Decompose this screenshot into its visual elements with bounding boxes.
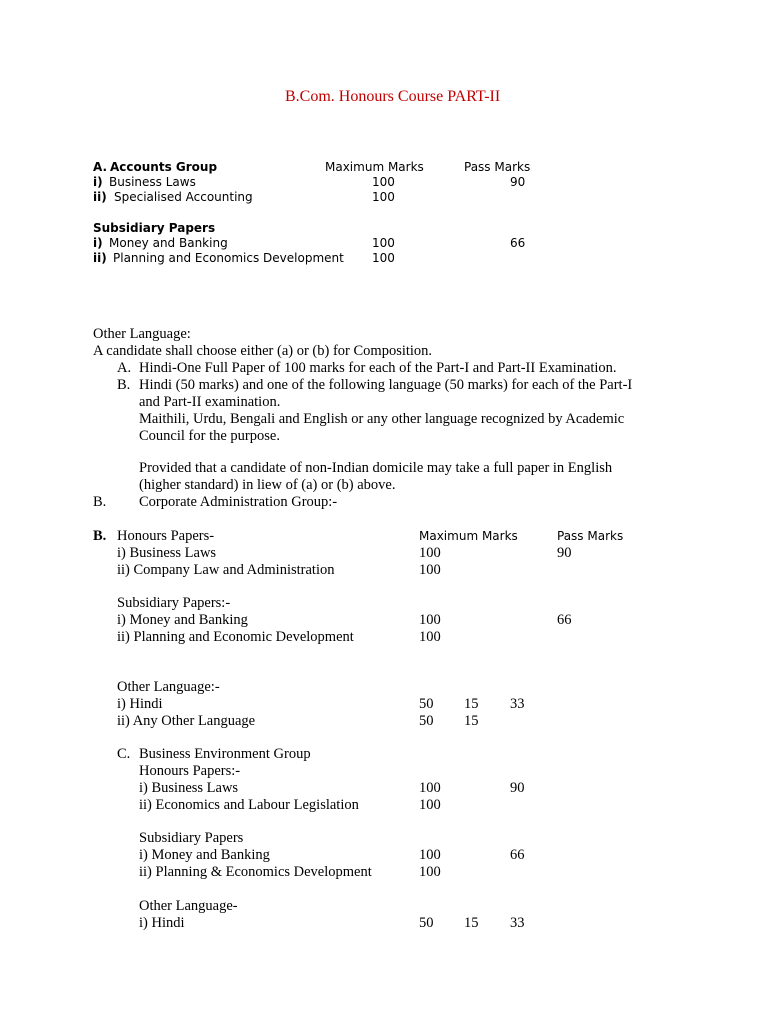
item-text: Council for the purpose. [139,428,280,444]
pass-marks: 66 [510,847,525,863]
paper-name: Business Laws [109,175,196,189]
item-text: Hindi-One Full Paper of 100 marks for each of the Part-I and Part-II Examination. [139,360,617,376]
section-a-header: Accounts Group [110,160,218,174]
paper-name: ii) Planning & Economics Development [139,864,372,880]
paper-name: i) Money and Banking [117,612,248,628]
other-language-intro: A candidate shall choose either (a) or (b) for Composition. [93,343,433,359]
pass-marks: 66 [510,236,526,250]
mid-marks: 15 [464,696,479,712]
section-c-header: Business Environment Group [139,746,311,762]
section-a-col-max: Maximum Marks [325,160,424,174]
section-b-col-max: Maximum Marks [419,529,518,543]
row-number: ii) [93,251,107,265]
max-marks: 100 [372,251,395,265]
paper-name: Specialised Accounting [114,190,253,204]
mid-marks: 15 [464,713,479,729]
max-marks: 100 [419,780,441,796]
max-marks: 100 [419,864,441,880]
paper-name: i) Business Laws [139,780,239,796]
other-language-heading: Other Language: [93,326,191,342]
section-c-marker: C. [117,746,131,762]
paper-name: i) Business Laws [117,545,217,561]
document-title: B.Com. Honours Course PART-II [285,88,501,105]
honours-header: Honours Papers:- [139,763,241,779]
max-marks: 100 [419,797,441,813]
paper-name: ii) Company Law and Administration [117,562,335,578]
section-a-col-pass: Pass Marks [464,160,531,174]
max-marks: 100 [372,190,395,204]
pass-marks: 66 [557,612,572,628]
paper-name: ii) Economics and Labour Legislation [139,797,359,813]
max-marks: 100 [419,612,441,628]
max-marks: 50 [419,915,434,931]
mid-marks: 15 [464,915,479,931]
paper-name: Planning and Economics Development [113,251,344,265]
pass-marks: 90 [510,175,526,189]
row-number: ii) [93,190,107,204]
max-marks: 50 [419,713,434,729]
item-text: and Part-II examination. [139,394,281,410]
max-marks: 100 [419,562,441,578]
section-b-marker: B. [93,528,107,544]
paper-name: Money and Banking [109,236,228,250]
item-marker: B. [117,377,131,393]
pass-marks: 33 [510,696,525,712]
paper-name: i) Hindi [139,915,185,931]
item-marker: A. [117,360,132,376]
paper-name: ii) Any Other Language [117,713,256,729]
other-language-header: Other Language:- [117,679,220,695]
item-text: Hindi (50 marks) and one of the following language (50 marks) for each of the Part-I [139,377,633,393]
row-number: i) [93,236,103,250]
item-text: Maithili, Urdu, Bengali and English or any other language recognized by Academic [139,411,625,427]
max-marks: 100 [372,236,395,250]
max-marks: 50 [419,696,434,712]
pass-marks: 90 [557,545,572,561]
proviso-text: (higher standard) in liew of (a) or (b) above. [139,477,396,493]
pass-marks: 33 [510,915,525,931]
section-b-header: Honours Papers- [117,528,215,544]
subsidiary-header: Subsidiary Papers:- [117,595,231,611]
paper-name: i) Money and Banking [139,847,270,863]
section-b-col-pass: Pass Marks [557,529,624,543]
paper-name: ii) Planning and Economic Development [117,629,354,645]
row-number: i) [93,175,103,189]
proviso-text: Provided that a candidate of non-Indian domicile may take a full paper in English [139,460,613,476]
max-marks: 100 [372,175,395,189]
paper-name: i) Hindi [117,696,163,712]
max-marks: 100 [419,629,441,645]
subsidiary-header: Subsidiary Papers [139,830,244,846]
corporate-group-label: Corporate Administration Group:- [139,494,338,510]
other-language-header: Other Language- [139,898,238,914]
subsidiary-header: Subsidiary Papers [93,221,216,235]
pass-marks: 90 [510,780,525,796]
max-marks: 100 [419,545,441,561]
corporate-group-marker: B. [93,494,107,510]
max-marks: 100 [419,847,441,863]
section-a-marker: A. [93,160,108,174]
